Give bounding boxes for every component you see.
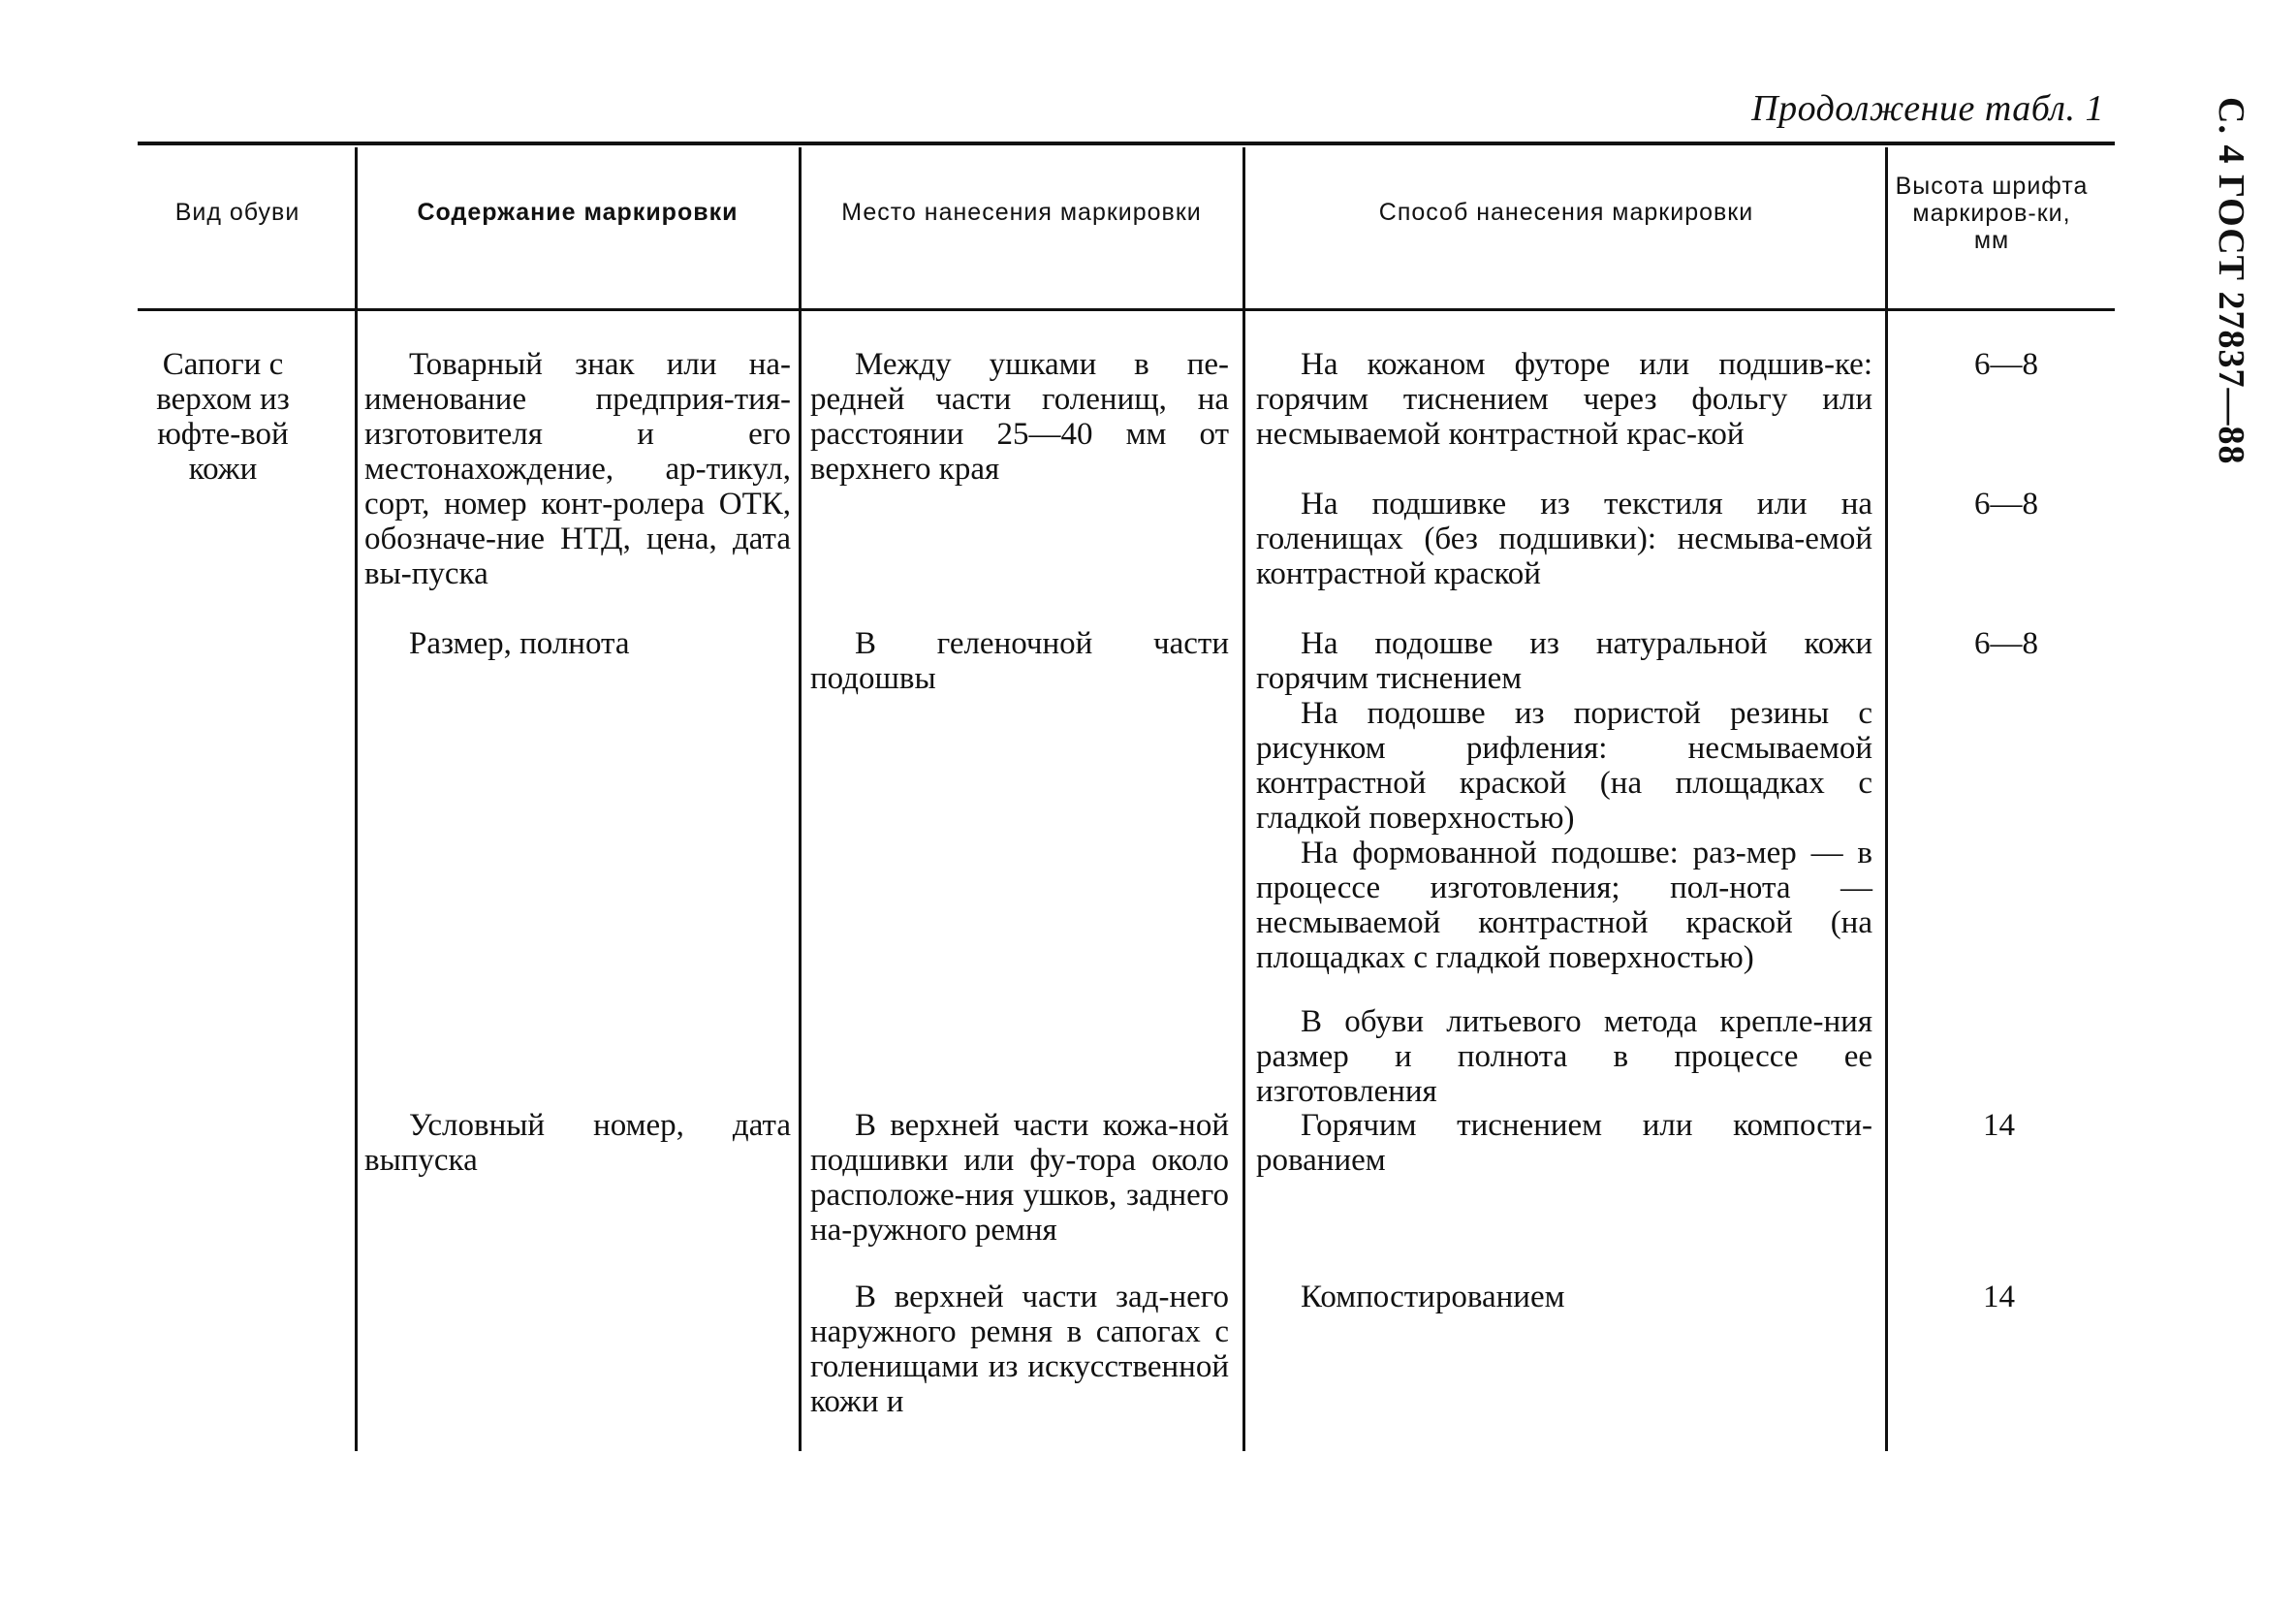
shoe-type-cell: Сапоги с верхом из юфте-вой кожи — [156, 347, 290, 487]
font-height-cell: 14 — [1983, 1280, 2015, 1314]
header-font-height: Высота шрифта маркиров-ки, мм — [1895, 173, 2089, 254]
header-location: Место нанесения маркировки — [841, 199, 1202, 226]
method-cell: На кожаном футоре или подшив-ке: горячим тиснением через фольгу или несмываемой контрастной крас-кой — [1256, 347, 1872, 452]
column-divider — [1242, 147, 1245, 1451]
method-cell: В обуви литьевого метода крепле-ния размер и полнота в процессе ее изготовления — [1256, 1004, 1872, 1109]
table-top-rule — [138, 142, 2115, 145]
location-cell: В геленочной части подошвы — [810, 626, 1229, 696]
font-height-cell: 6—8 — [1974, 347, 2038, 382]
column-divider — [355, 147, 358, 1451]
method-cell: На подшивке из текстиля или на голенищах (без подшивки): несмыва-емой контрастной краской — [1256, 487, 1872, 591]
font-height-cell: 14 — [1983, 1108, 2015, 1143]
page-caption: Продолжение табл. 1 — [1751, 88, 2104, 129]
content-cell: Условный номер, дата выпуска — [364, 1108, 791, 1178]
method-cell: На формованной подошве: раз-мер — в процессе изготовления; пол-нота — несмываемой контрастной краской (на площадках с гладкой поверхностью) — [1256, 836, 1872, 975]
location-cell: В верхней части кожа-ной подшивки или фу-тора около расположе-ния ушков, заднего на-ружного ремня — [810, 1108, 1229, 1248]
content-cell: Товарный знак или на-именование предприя-тия-изготовителя и его местонахождение, ар-тикул, сорт, номер конт-ролера ОТК, обозначе-ние НТД, цена, дата вы-пуска — [364, 347, 791, 591]
location-cell: Между ушками в пе-редней части голенищ, на расстоянии 25—40 мм от верхнего края — [810, 347, 1229, 487]
content-cell: Размер, полнота — [409, 626, 630, 661]
header-method: Способ нанесения маркировки — [1378, 199, 1754, 226]
header-shoe-type: Вид обуви — [174, 199, 300, 226]
method-cell: Горячим тиснением или компости-рованием — [1256, 1108, 1872, 1178]
method-cell: Компостированием — [1301, 1280, 1565, 1314]
method-cell: На подошве из пористой резины с рисунком рифления: несмываемой контрастной краской (на площадках с гладкой поверхностью) — [1256, 696, 1872, 836]
column-divider — [799, 147, 802, 1451]
font-height-cell: 6—8 — [1974, 487, 2038, 522]
side-header: С. 4 ГОСТ 27837—88 — [2211, 97, 2251, 465]
table-header-rule — [138, 308, 2115, 311]
font-height-cell: 6—8 — [1974, 626, 2038, 661]
column-divider — [1885, 147, 1888, 1451]
location-cell: В верхней части зад-него наружного ремня в сапогах с голенищами из искусственной кожи и — [810, 1280, 1229, 1419]
method-cell: На подошве из натуральной кожи горячим тиснением — [1256, 626, 1872, 696]
header-content: Содержание маркировки — [417, 199, 739, 226]
